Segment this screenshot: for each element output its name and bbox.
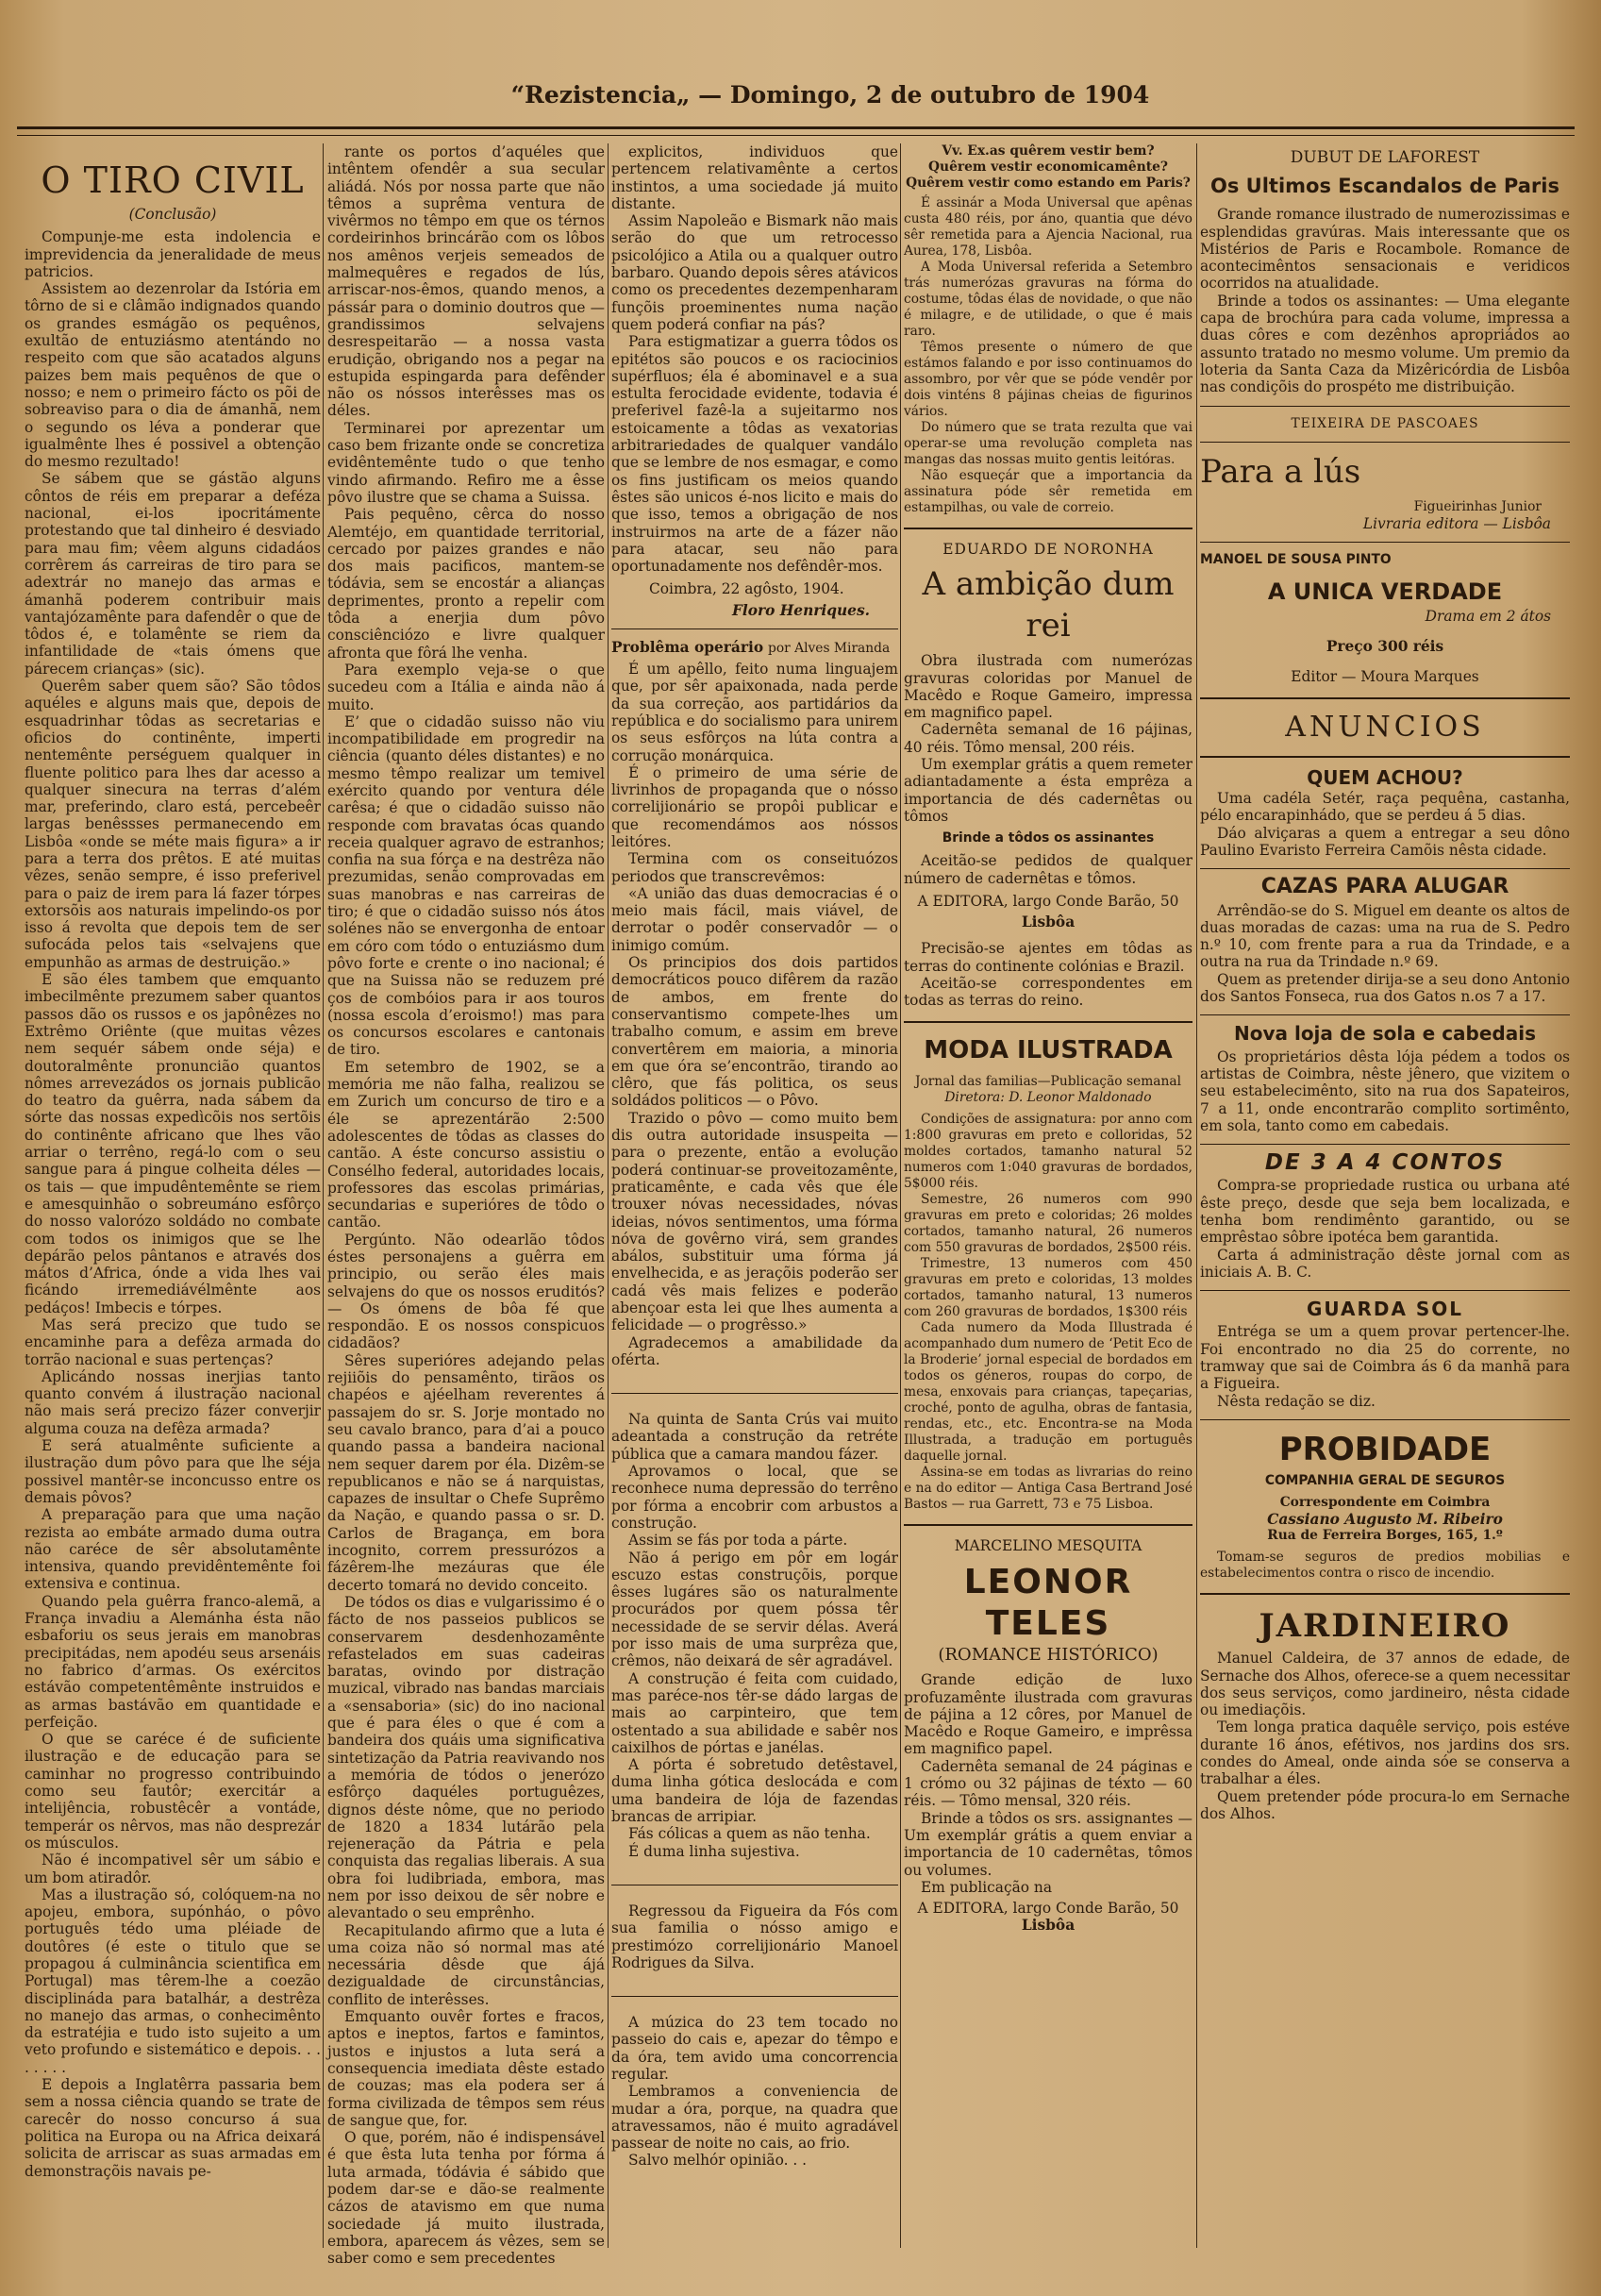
moda-ilustrada-sub: Jornal das familias—Publicação semanal xyxy=(914,1073,1182,1089)
verdade-sub: Drama em 2 átos xyxy=(1425,607,1551,625)
paragraph: Compra-se propriedade rustica ou urbana até êste preço, desde que seja bem localizada, e tenha bom rendimênto garantido, ou se emprêstao sôbre ipotéca bem garantida. xyxy=(1200,1177,1570,1247)
paragraph: Não é incompativel sêr um sábio e um bom atiradôr. xyxy=(25,1852,321,1886)
paragraph: É um apêllo, feito numa linguajem que, por sêr apaixonada, nada perde da sua correção, aos partidários da república e do socialismo para unirem os seus esfôrços na lúta contra a corrução monárquica. xyxy=(611,661,898,764)
paragraph: O que se caréce é de suficiente ilustração e de educação para se caminhar no progresso contribuindo como seu fautôr; exercitár a intelijência, robustêcêr a vontáde, temperár os nêrvos, mas não desprezár os músculos. xyxy=(25,1731,321,1852)
probidade-title: PROBIDADE xyxy=(1278,1430,1492,1468)
paragraph: Para estigmatizar a guerra tôdos os epitétos são poucos e os raciocinios supérfluos; éla é abominavel e a sua estulta ferocidade evidente, todavia é preferivel fazê-la a sujeitarmo nos estoicamente a tôdas as vexatorias arbitrariedades de qualquer vandálo que se lembre de nos esmagar, e como os fins justificam os meios quando êstes são unicos é-nos licito e mais do que isso, temos a obrigação de nos instruirmos na arte de a fázer não para atacar, seu não para oportunadamente nos defêndêr-mos. xyxy=(611,333,898,576)
section-rule xyxy=(1200,697,1570,699)
noronha-body-2 xyxy=(904,852,1192,887)
paragraph: É o primeiro de uma série de livrinhos de propaganda que o nósso correlijionário se propôi publicar e que recomendámos aos nóssos leitóres. xyxy=(611,763,898,850)
verdade-price: Preço 300 réis xyxy=(1326,638,1444,656)
paragraph: Assim Napoleão e Bismark não mais serão do que um retrocesso psicolójico a Atila ou a qualquer outro barbaro. Quando depois sêres atávicos como os precedentes dezempenharam funçõis proeminentes numa nação quem poderá confiar na pás? xyxy=(611,212,898,333)
paragraph: A pórta é sobretudo detêstavel, duma linha gótica deslocáda e com uma bandeira de lója de fazendas brancas de arripiar. xyxy=(611,1756,898,1826)
paragraph: E depois a Inglatêrra passaria bem sem a nossa ciência quando se trate de carecêr do nosso concurso á sua politica na Europa ou na Africa deixará solicita de arriscar as suas armadas em demonstraçõis navais pe- xyxy=(25,2076,321,2180)
section-rule xyxy=(1200,542,1570,543)
section-rule xyxy=(904,528,1192,529)
quem-achou-title: QUEM ACHOU? xyxy=(1307,765,1463,789)
leonor-author: MARCELINO MESQUITA xyxy=(954,1536,1142,1554)
paragraph: Fás cólicas a quem as não tenha. xyxy=(628,1825,871,1843)
article-body-end xyxy=(611,143,898,575)
probidade-corr: Correspondente em Coimbra xyxy=(1279,1494,1491,1510)
column-4 xyxy=(904,143,1192,2250)
paragraph: Para exemplo veja-se o que sucedeu com a Itália e ainda não á muito. xyxy=(327,661,605,713)
paragraph: Um exemplar grátis a quem remeter adiantadamente a ésta emprêza a importancia de dés cadernêtas ou tômos xyxy=(904,756,1192,825)
paragraph: Entréga se um a quem provar pertencer-lhe. Foi encontrado no dia 25 do corrente, no tramway que sai de Coimbra ás 6 da manhã para a Figueira. xyxy=(1200,1323,1570,1393)
dubut-author: DUBUT DE LAFOREST xyxy=(1290,148,1480,167)
paragraph: De tódos os dias e vulgarissimo é o fácto de nos passeios publicos se conservarem desdenhozamênte refastelados em suas cadeiras baratas, ovindo por distração muzical, vibrado nas bandas marciais a «sensaboria» (sic) do ino nacional que é para éles o que é com a bandeira dos quáis uma significativa sintetização da Patria reavivando nos a memória de tódos o jenerózo esfôrço daquéles portuguêzes, dignos déste nôme, que no periodo de 1820 a 1834 lutárão pela rejeneração da Pátria e pela conquista das regalias liberais. A sua obra foi ludibriada, embora, mas nem por isso deixou de sêr nobre e alevantado o seu emprênho. xyxy=(327,1593,605,1922)
column-rule xyxy=(323,143,324,2248)
article-subtitle: (Conclusão) xyxy=(128,206,217,223)
paragraph: Grande edição de luxo profuzamênte ilustrada com gravuras de pájina a 12 côres, por Manuel de Macêdo e Roque Gameiro, e imprêssa em magnifico papel. xyxy=(904,1671,1192,1758)
guarda-sol-body xyxy=(1200,1323,1570,1409)
article-date: Coimbra, 22 agôsto, 1904. xyxy=(649,580,844,598)
paragraph: Precisão-se ajentes em tôdas as terras do continente colónias e Brazil. xyxy=(904,940,1192,975)
noronha-brinde: Brinde a tôdos os assinantes xyxy=(942,830,1155,846)
paragraph: rante os portos d’aquéles que intêntem ofendêr a sua secular aliádá. Nós por nossa parte que não têmos a suprêma ventura de vivêrmos no têmpo em que os térnos cordeirinhos brincárão com os lôbos nos amênos verjeis semeados de malmequêres e regados de lús, arriscar-nos-êmos, quando menos, a pássár para o dominio doutros que — grandissimos selvajens desrespeitarão — a nossa vasta erudição, obrigando nos a pegar na estupida espingarda para defênder não os nóssos interêsses mas os déles. xyxy=(327,143,605,420)
paragraph: Em publicação na xyxy=(921,1878,1053,1896)
noronha-city: Lisbôa xyxy=(1021,913,1076,931)
moda-question-3: Quêrem vestir como estando em Paris? xyxy=(906,176,1191,191)
contos-body xyxy=(1200,1177,1570,1281)
section-rule xyxy=(1200,868,1570,869)
section-rule xyxy=(611,1393,898,1394)
paragraph: Semestre, 26 numeros com 990 gravuras em preto e coloridas; 26 moldes cortados, tamanho natural, 26 numeros com 550 gravuras de bordados, 2$500 réis. xyxy=(904,1191,1192,1255)
paragraph: Cadernêta semanal de 16 pájinas, 40 réis. Tômo mensal, 200 réis. xyxy=(904,721,1192,756)
paragraph: A Moda Universal referida a Setembro trás numerózas gravuras na fórma do costume, tôdas élas de novidade, o que não é milagre, e de utilidade, o que é mais raro. xyxy=(904,260,1192,339)
paragraph: Na quinta de Santa Crús vai muito adeantada a construção da retréte pública que a camara mandou fázer. xyxy=(611,1411,898,1463)
paragraph: Brinde a tôdos os srs. assignantes — Um exemplár grátis a quem enviar a importancia de 10 cadernêtas, tômos ou volumes. xyxy=(904,1809,1192,1879)
pascoaes-pub1: Figueirinhas Junior xyxy=(1413,498,1542,514)
section-rule xyxy=(1200,1290,1570,1291)
guarda-sol-title: GUARDA SOL xyxy=(1306,1298,1464,1321)
section-rule xyxy=(1200,442,1570,443)
noronha-editora: A EDITORA, largo Conde Barão, 50 xyxy=(917,892,1179,910)
article-body-continued xyxy=(327,143,605,2268)
paragraph: Emquanto ouvêr fortes e fracos, aptos e ineptos, fartos e famintos, justos e injustos a luta será a consequencia imediata dêste estado de couzas; mas ela podera ser á forma civilizada de têmpos sem réus de sangue que, for. xyxy=(327,2008,605,2129)
paragraph: Assina-se em todas as livrarias do reino e na do editor — Antiga Casa Bertrand José Bastos — rua Garrett, 73 e 75 Lisboa. xyxy=(904,1464,1192,1512)
paragraph: Dáo alviçaras a quem a entregar a seu dôno Paulino Evaristo Ferreira Camõis nêsta cidade. xyxy=(1200,824,1570,859)
paragraph: Carta á administração dêste jornal com as iniciais A. B. C. xyxy=(1200,1246,1570,1281)
column-2 xyxy=(327,143,605,2268)
paragraph: explicitos, individuos que pertencem relativamênte a certos instintos, a uma sociedade já muito distante. xyxy=(611,143,898,212)
section-rule xyxy=(1200,756,1570,758)
paragraph: Não á perigo em pôr em logár escuzo estas construçõis, porque êsses lugáres são os naturalmente procurádos por quem póssa têr necessidade de se servir délas. Averá por isso mais de uma surprêza que, crêmos, não deixará de sêr agradável. xyxy=(611,1549,898,1670)
paragraph: Obra ilustrada com numerózas gravuras coloridas por Manuel de Macêdo e Roque Gameiro, impressa em magnifico papel. xyxy=(904,652,1192,722)
paragraph: E será atualmênte suficiente a ilustração dum pôvo para que lhe séja possivel mantêr-se inconcusso entre os demais pôvos? xyxy=(25,1437,321,1506)
paragraph: É duma linha sujestiva. xyxy=(628,1842,800,1860)
paragraph: Querêm saber quem são? São tôdos aquéles e alguns mais que, depois de esquadrinhar tôdas as secretarias e oficios do continênte, imperti nentemênte perséguem qualquer in fluente politico para lhes dar acesso a qualquer sinecura na terras d’além mar, preferindo, claro está, percebeêr largas benêssses permanecendo em Lisbôa «onde se méte mais figura» a ir para a terra dos prêtos. E até muitas vêzes, senão sempre, é isso preferivel para o paiz de irem para lá fazer tórpes extorsõis aos naturais impelindo-os por isso á revolta que depois tem de ser sufocáda pelos tais «selvajens que empunhão as armas de destruição.» xyxy=(25,678,321,971)
dubut-title: Os Ultimos Escandalos de Paris xyxy=(1210,175,1559,198)
paragraph: Tem longa pratica daquêle serviço, pois estéve durante 16 ános, efétivos, nos jardins dos srs. condes do Ameal, onde ainda sóe se conserva a trabalhar a éles. xyxy=(1200,1718,1570,1788)
probidade-text: Tomam-se seguros de predios mobilias e estabelecimentos contra o risco de incendio. xyxy=(1200,1550,1570,1582)
paragraph: Grande romance ilustrado de numerozissimas e esplendidas gravúras. Mais interessante que os Mistérios de Paris e Rocambole. Romance de acontecimêntos sensacionais e veridicos ocorridos na atualidade. xyxy=(1200,206,1570,293)
paragraph: Sêres superióres adejando pelas rejiiõis do pensamênto, tirãos os chapéos e ajéelham reverentes á passajem do sr. S. Jorje montado no seu cavalo branco, para d’ai a pouco quando passa a bandeira nacional nem sequer darem por éla. Dizêm-se republicanos e não se á narquistas, capazes de insultar o Chefe Suprêmo da Nação, e quando passa o sr. D. Carlos de Bragança, em bora incognito, correm pressurózos a fázêrem-lhe mezáuras que éle decerto tomará no devido conceito. xyxy=(327,1351,605,1594)
paragraph: Manuel Caldeira, de 37 annos de edade, de Sernache dos Alhos, oferece-se a quem necessitar dos seus serviços, como jardineiro, nêsta cidade ou imediaçõis. xyxy=(1200,1650,1570,1719)
moda-question-2: Quêrem vestir economicamênte? xyxy=(928,159,1168,175)
paragraph: Cada numero da Moda Illustrada é acompanhado dum numero de ‘Petit Eco de la Broderie’ jornal especial de bordados em todos os géneros, roupas do corpo, de mesa, enxovais para crianças, tapeçarias, croché, ponto de agulha, obras de fantasia, rendas, etc., etc. Encontra-se na Moda Illustrada, a tradução em português daquelle jornal. xyxy=(904,1319,1192,1464)
section-rule xyxy=(611,1996,898,1997)
paragraph: Agradecemos a amabilidade da oférta. xyxy=(611,1333,898,1368)
paragraph: Nêsta redação se diz. xyxy=(1217,1392,1376,1410)
paragraph: Mas a ilustração só, colóquem-na no apojeu, embora, supónháo, o pôvo português tédo uma pléiade de doutôres (é este o titulo que se propagou á culminância scientifica em Portugal) mas têrem-lhe a coezão disciplináda para batalhár, a destrêza no manejo das armas, o conhecimênto da estratéjia e tudo isto sujeito a um veto profundo e sistemático e depois. . . . . . . . xyxy=(25,1885,321,2076)
paragraph: Quando pela guêrra franco-alemã, a França invadiu a Alemánha ésta não esbaforiu os seus jerais em manobras precipitádas, nem apodéu seus arsenáis no fabrico d’armas. Os exércitos estávão competentêmênte instruidos e as armas bastávão em quantidade e perfeição. xyxy=(25,1592,321,1731)
paragraph: Cadernêta semanal de 24 páginas e 1 crómo ou 32 pájinas de téxto — 60 réis. — Tômo mensal, 320 réis. xyxy=(904,1757,1192,1810)
problema-body xyxy=(611,661,898,1368)
paragraph: Brinde a todos os assinantes: — Uma elegante capa de brochúra para cada volume, impressa a duas côres e com dezênhos apropriádos ao assunto tratado no mesmo volume. Um premio da loteria da Santa Caza da Mizêricórdia de Lisbôa nas condiçõis do prospéto me distribuição. xyxy=(1200,292,1570,396)
section-rule xyxy=(1200,1419,1570,1420)
paragraph: Aprovamos o local, que se reconhece numa depressão do terrêno por fórma a encobrir com arbustos a construção. xyxy=(611,1463,898,1532)
paragraph: Não esqueçár que a importancia da assinatura póde sêr remetida em estampilhas, ou vale de correio. xyxy=(904,468,1192,515)
paragraph: Pais pequêno, cêrca do nosso Alemtéjo, em quantidade territorial, cercado por paizes grandes e não dos mais pacificos, mantem-se tódávia, sem se encostár a alianças deprimentes, pronto a repelir com tôda a enerjia dum pôvo consciênciózo e livre qualquer afronta que fôrá lhe venha. xyxy=(327,506,605,662)
paragraph: Se sábem que se gástão alguns côntos de réis em preparar a deféza nacional, ei-los ipocritámente protestando que tal dinheiro é desviado para mau fim; vêem alguns cidadáos corrêrem ás carreiras de tiro para se adextrár no manejo das armas e ámanhã poderem contribuir mais vantajózamênte para dafendêr o que de tôdos é, e tolamênte se riem da infantilidade de «tais ómens que párecem crianças» (sic). xyxy=(25,470,321,678)
section-rule xyxy=(1200,1593,1570,1595)
moda-universal-ad xyxy=(904,195,1192,516)
probidade-sub: COMPANHIA GERAL DE SEGUROS xyxy=(1264,1472,1506,1488)
santa-cruz-note xyxy=(611,1411,898,1860)
article-body xyxy=(25,228,321,2180)
section-rule xyxy=(1200,406,1570,407)
paragraph: Assim se fás por toda a párte. xyxy=(628,1532,848,1550)
masthead: “Rezistencia„ — Domingo, 2 de outubro de 1904 xyxy=(510,81,1150,109)
verdade-title: A UNICA VERDADE xyxy=(1267,578,1503,605)
section-rule xyxy=(1200,1014,1570,1015)
paragraph: A construção é feita com cuidado, mas paréce-nos têr-se dádo largas de mais ao carpinteiro, que tem ostentado a sua abilidade e sabêr nos caixilhos de pórtas e janélas. xyxy=(611,1669,898,1756)
paragraph: Quem as pretender dirija-se a seu dono Antonio dos Santos Fonseca, rua dos Gatos n.os 7 a 17. xyxy=(1200,970,1570,1006)
moda-ilustrada-director: Diretora: D. Leonor Maldonado xyxy=(944,1089,1152,1105)
paragraph: A múzica do 23 tem tocado no passeio do cais e, apezar do têmpo e da óra, tem avido uma concorrencia regular. xyxy=(611,2014,898,2083)
verdade-author: MANOEL DE SOUSA PINTO xyxy=(1200,551,1392,567)
probidade-name: Cassiano Augusto M. Ribeiro xyxy=(1267,1510,1503,1528)
paragraph: A preparação para que uma nação rezista ao embáte armado duma outra não caréce de sêr absolutamênte intensiva, quando previdêntemênte foi extensiva e continua. xyxy=(25,1506,321,1593)
column-rule xyxy=(1196,143,1197,2248)
paragraph: Trimestre, 13 numeros com 450 gravuras em preto e coloridas, 13 moldes cortados, tamanho natural, 13 numeros com 260 gravuras de bordados, 1$300 réis xyxy=(904,1255,1192,1319)
contos-title: DE 3 A 4 CONTOS xyxy=(1264,1150,1506,1176)
nova-loja-body xyxy=(1200,1048,1570,1134)
masthead-rule xyxy=(17,126,1575,136)
moda-question-1: Vv. Ex.as quêrem vestir bem? xyxy=(942,143,1155,159)
leonor-title: LEONOR TELES xyxy=(963,1562,1133,1643)
paragraph: Regressou da Figueira da Fós com sua familia o nósso amigo e prestimózo correlijionário Manoel Rodrigues da Silva. xyxy=(611,1902,898,1971)
paragraph: Termina com os conseituózos periodos que transcrevêmos: xyxy=(611,850,898,885)
verdade-editor: Editor — Moura Marques xyxy=(1291,668,1479,686)
paragraph: É assinár a Moda Universal que apênas custa 480 réis, por áno, quantia que dévo sêr remetida para a Ajencia Nacional, rua Aurea, 178, Lisbôa. xyxy=(904,195,1192,259)
section-rule xyxy=(1200,1144,1570,1145)
section-rule xyxy=(611,628,898,629)
section-rule xyxy=(904,1021,1192,1023)
column-rule xyxy=(608,143,609,2248)
paragraph: Os proprietários dêsta lója pédem a todos os artistas de Coimbra, nêste jênero, que vizitem o seu estabelecimênto, sito na rua dos Sapateiros, 7 a 11, onde encontrarão complito sortimênto, em sola, tanto como em cabedais. xyxy=(1200,1047,1570,1134)
pascoaes-title: Para a lús xyxy=(1200,452,1361,491)
paragraph: Condições de assignatura: por anno com 1:800 gravuras em preto e colloridas, 52 moldes cortados, tamanho natural 52 numeros com 1:040 gravuras de bordados, 5$000 réis. xyxy=(904,1111,1192,1191)
leonor-sub: (ROMANCE HISTÓRICO) xyxy=(938,1644,1159,1665)
article-author: Floro Henriques. xyxy=(731,601,870,619)
cazas-title: CAZAS PARA ALUGAR xyxy=(1260,875,1509,899)
figueira-note xyxy=(611,1902,898,1971)
paragraph: Aceitão-se pedidos de qualquer número de cadernêtas e tômos. xyxy=(904,852,1192,887)
moda-ilustrada-body xyxy=(904,1112,1192,1513)
pascoaes-author: TEIXEIRA DE PASCOAES xyxy=(1291,415,1479,431)
dubut-body xyxy=(1200,206,1570,395)
pascoaes-pub2: Livraria editora — Lisbôa xyxy=(1362,514,1551,532)
column-3 xyxy=(611,143,898,2250)
muzica-note xyxy=(611,2014,898,2170)
problema-title: Problêma operário xyxy=(611,639,764,657)
paragraph: Mas será precizo que tudo se encaminhe para a defêza armada do torrão nacional e suas pertenças? xyxy=(25,1316,321,1368)
leonor-city: Lisbôa xyxy=(1021,1917,1076,1935)
paragraph: Lembramos a conveniencia de mudar a óra, porque, na quadra que atravessamos, não é muito agradável passear de noite no cais, ao frio. xyxy=(611,2083,898,2153)
paragraph: O que, porém, não é indispensável é que êsta luta tenha por fórma á luta armada, tódávia é sábido que podem dar-se e dão-se realmente cázos de atavismo em que numa sociedade já muito ilustrada, embora, aparecem ás vêzes, sem se saber como e sem precedentes xyxy=(327,2129,605,2268)
paragraph: Arrêndão-se do S. Miguel em deante os altos de duas moradas de cazas: uma na rua de S. Pedro n.º 10, com frente para a rua da Trindade, e a outra na rua da Trindade n.º 69. xyxy=(1200,901,1570,971)
paragraph: Os principios dos dois partidos democráticos pouco difêrem da razão de ambos, em frente do conservantismo compete-lhes um trabalho comum, e assim em breve convertêrem em maioria, a minoria em que óra se’encontrão, tirando ao clêro, que fás politica, os seus soldádos politicos — o Pôvo. xyxy=(611,954,898,1110)
paragraph: Recapitulando afirmo que a luta é uma coiza não só normal mas até necessária dêsde que ájá dezigualdade de circunstâncias, conflito de interêsses. xyxy=(327,1921,605,2008)
paragraph: Quem pretender póde procura-lo em Sernache dos Alhos. xyxy=(1200,1787,1570,1822)
cazas-body xyxy=(1200,902,1570,1006)
paragraph: Do número que se trata rezulta que vai operar-se uma revolução completa nas mangas das nossas muito gentis leitóras. xyxy=(904,420,1192,467)
paragraph: Têmos presente o número de que estámos falando e por isso continuamos do assombro, por vêr que se póde vendêr por dois vinténs 8 pájinas cheias de figurinos vários. xyxy=(904,340,1192,419)
paragraph: Uma cadéla Setér, raça pequêna, castanha, pélo encarapinhádo, que se perdeu á 5 dias. xyxy=(1200,790,1570,825)
section-rule xyxy=(904,1524,1192,1526)
moda-ilustrada-title: MODA ILUSTRADA xyxy=(924,1035,1173,1064)
noronha-body xyxy=(904,652,1192,825)
paragraph: Em setembro de 1902, se a memória me não falha, realizou se em Zurich um concurso de tiro e a éle se aprezentárão 2:500 adolescentes de tôdas as classes do cantão. A éste concurso assistiu o Consélho federal, autoridades locais, professores das escolas primárias, secundarias e superióres de tôdo o cantão. xyxy=(327,1058,605,1232)
noronha-title: A ambição dum rei xyxy=(922,565,1175,645)
leonor-body xyxy=(904,1671,1192,1896)
paragraph: Trazido o pôvo — como muito bem dis outra autoridade insuspeita — para o prezente, então a evolução poderá continuar-se proveitozamênte, praticamênte, e cada vês que éle trouxer nóvas necessidades, nóvas ideias, nóvos sentimentos, uma fórma nóva de govêrno virá, sem grandes abálos, substituir uma fórma já envelhecida, e as jeraçõis poderão ser cadá vês mais felizes e poderão abençoar esta lei que lhes aumenta a felicidade — o progrêsso.» xyxy=(611,1109,898,1334)
article-title: O TIRO CIVIL xyxy=(41,159,305,201)
quem-achou-body xyxy=(1200,790,1570,859)
paragraph: E’ que o cidadão suisso não viu incompatibilidade em progredir na ciência (quanto déles distantes) e no mesmo têmpo realizar um temivel exército quando por ventura déle carêsa; é que o cidadão suisso não responde com bravatas ócas quando receia qualquer agravo de estranhos; confia na sua fórça e na destrêza não prezumidas, senão comprovadas em suas manobras e nas carreiras de tiro; é que o cidadão suisso nós átos solénes não se envergonha de entoar em córo com tódo o entuziásmo dum pôvo forte e crente o ino nacional; é que na Suissa não se reduzem pré ços de combóios para ir aos touros (nossa escola d’eroismo!) mas para os concursos escolares e cantonais de tiro. xyxy=(327,712,605,1059)
jardineiro-body xyxy=(1200,1650,1570,1822)
leonor-editora: A EDITORA, largo Conde Barão, 50 xyxy=(917,1900,1179,1918)
paragraph: Terminarei por aprezentar um caso bem frizante onde se concretiza evidêntemênte tudo o que tenho vindo afirmando. Refiro me a êsse pôvo ilustre que se chama a Suissa. xyxy=(327,419,605,506)
jardineiro-title: JARDINEIRO xyxy=(1259,1607,1511,1646)
paragraph: Assistem ao dezenrolar da Istória em tôrno de si e clâmão indignados quando os grandes esmágão os pequênos, exultão de entuziásmo atentándo no respeito com que são acatados alguns paizes bem mais pequênos de que o nosso; e nem o primeiro fácto os põi de sobreaviso para o dia de ámanhã, nem o segundo os léva a ponderar que igualmênte lhes é possivel a obtenção do mesmo rezultado! xyxy=(25,280,321,471)
paragraph: «A união das duas democracias é o meio mais fácil, mais viável, de derrotar o podêr conservadôr — o inimigo comúm. xyxy=(611,884,898,954)
column-1 xyxy=(25,143,321,2250)
probidade-addr: Rua de Ferreira Borges, 165, 1.º xyxy=(1267,1528,1503,1544)
nova-loja-title: Nova loja de sola e cabedais xyxy=(1233,1022,1537,1046)
noronha-author: EDUARDO DE NORONHA xyxy=(942,541,1154,558)
paragraph: Pergúnto. Não odearlão tôdos éstes personajens a guêrra em principio, ou serão éles mais selvajens do que os nossos eruditós? — Os ómens de bôa fé que respondão. E os nossos conspicuos cidadãos? xyxy=(327,1231,605,1352)
column-rule xyxy=(900,143,901,2248)
column-5 xyxy=(1200,143,1570,2250)
paragraph: Aceitão-se correspondentes em todas as terras do reino. xyxy=(904,975,1192,1010)
paragraph: E são éles tambem que emquanto imbecilmênte prezumem saber quantos passos dão os russos e os japônêzes no Extrêmo Oriênte (que muitas vêzes nem sequér sábem onde séja) e doutoralmênte pronuncião quantos nômes arrevezádos os jornais publicão do teatro da guêrra, nada sábem da sórte das nossas expedìcõis nos sertõis do continênte africano que lhes vão arriar o terrêno, regá-lo com o seu sangue para á pingue colheita déles — os tais — que impudêntemênte se riem e amesquinhão o sobreumáno esfôrço do nosso valorózo soldádo no combate com todos os inimigos que se lhe depárão pelos pântanos e através dos mátos d’Africa, ónde a vida lhes vai ficándo irremediávélmênte aos pedáços! Imbecis e tórpes. xyxy=(25,971,321,1316)
problema-byline: por Alves Miranda xyxy=(768,641,891,657)
paragraph: Aplicándo nossas inerjias tanto quanto convém á ilustração nacional não mais será precizo fázer converjir alguma couza na defêza armada? xyxy=(25,1367,321,1437)
noronha-body-3 xyxy=(904,940,1192,1009)
paragraph: Compunje-me esta indolencia e imprevidencia da jeneralidade de meus patricios. xyxy=(25,228,321,280)
paragraph: Salvo melhór opinião. . . xyxy=(628,2152,808,2170)
anuncios-heading: ANUNCIOS xyxy=(1285,710,1485,744)
